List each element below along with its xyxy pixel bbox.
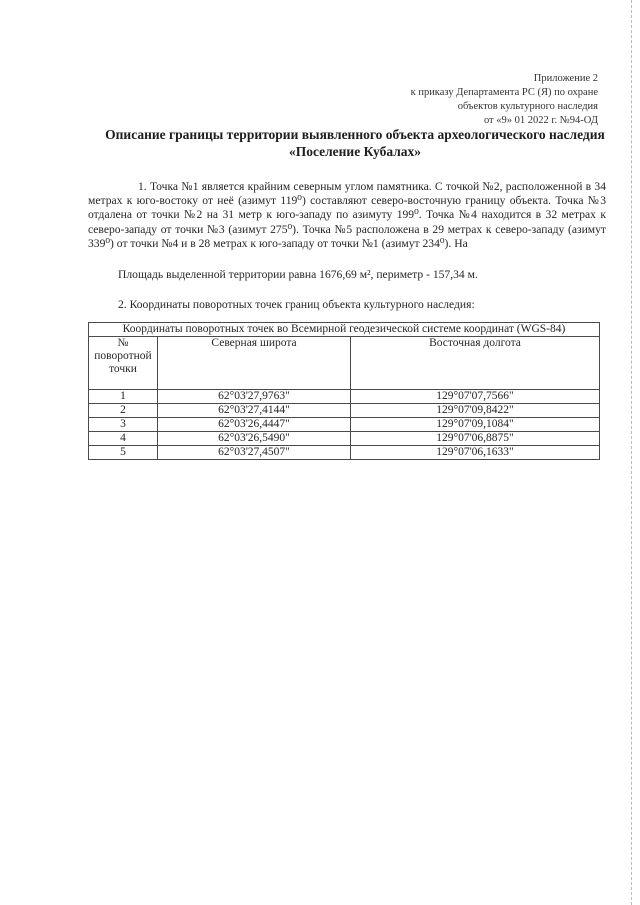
header-line-3: объектов культурного наследия: [457, 101, 598, 112]
latitude-cell: 62°03'27,9763": [158, 390, 351, 404]
boundary-description-paragraph: 1. Точка №1 является крайним северным углом памятника. С точкой №2, расположенной в 34 метрах к юго-востоку от неё (азимут 119⁰) составляют северо-восточную границу объекта. Точка №3 отдалена от точки №2 на 31 метр к юго-западу по азимуту 199⁰. Точка №4 находится в 32 метрах к северо-западу от точки №3 (азимут 275⁰). Точка №5 расположена в 29 метрах к северо-западу (азимут 339⁰) от точки №4 и в 28 метрах к юго-западу от точки №1 (азимут 234⁰). На: [88, 180, 606, 250]
table-row: [89, 404, 600, 418]
longitude-cell: 129°07'09,8422": [351, 404, 600, 418]
longitude-cell: 129°07'06,8875": [351, 432, 600, 446]
table-caption: Координаты поворотных точек во Всемирной геодезической системе координат (WGS-84): [89, 323, 600, 337]
longitude-cell: 129°07'09,1084": [351, 418, 600, 432]
table-row: [89, 418, 600, 432]
longitude-cell: 129°07'07,7566": [351, 390, 600, 404]
table-row: [89, 390, 600, 404]
latitude-cell: 62°03'26,4447": [158, 418, 351, 432]
table-row: [89, 432, 600, 446]
header-point-number: № поворотной точки: [89, 337, 158, 390]
header-line-2: к приказу Департамента РС (Я) по охране: [410, 87, 598, 98]
area-perimeter-line: Площадь выделенной территории равна 1676,69 м², периметр - 157,34 м.: [118, 268, 478, 281]
point-number: 4: [89, 432, 158, 446]
point-number: 2: [89, 404, 158, 418]
header-north-latitude: Северная широта: [158, 337, 351, 390]
point-number: 3: [89, 418, 158, 432]
header-east-longitude: Восточная долгота: [351, 337, 600, 390]
header-line-4: от «9» 01 2022 г. №94-ОД: [483, 115, 598, 126]
table-caption-row: [89, 323, 600, 337]
title-line-2: «Поселение Кубалах»: [288, 144, 422, 159]
latitude-cell: 62°03'27,4507": [158, 446, 351, 460]
header-line-1: Приложение 2: [533, 73, 598, 84]
title-line-1: Описание границы территории выявленного объекта археологического наследия: [105, 127, 605, 142]
document-title: [95, 126, 615, 160]
table-header-row: [89, 337, 600, 390]
table-row: [89, 446, 600, 460]
coordinates-table: [88, 322, 600, 460]
latitude-cell: 62°03'27,4144": [158, 404, 351, 418]
document-header: [298, 72, 598, 128]
page-edge-line: [631, 0, 632, 905]
longitude-cell: 129°07'06,1633": [351, 446, 600, 460]
latitude-cell: 62°03'26,5490": [158, 432, 351, 446]
section-2-heading: 2. Координаты поворотных точек границ объекта культурного наследия:: [118, 298, 475, 311]
point-number: 5: [89, 446, 158, 460]
point-number: 1: [89, 390, 158, 404]
